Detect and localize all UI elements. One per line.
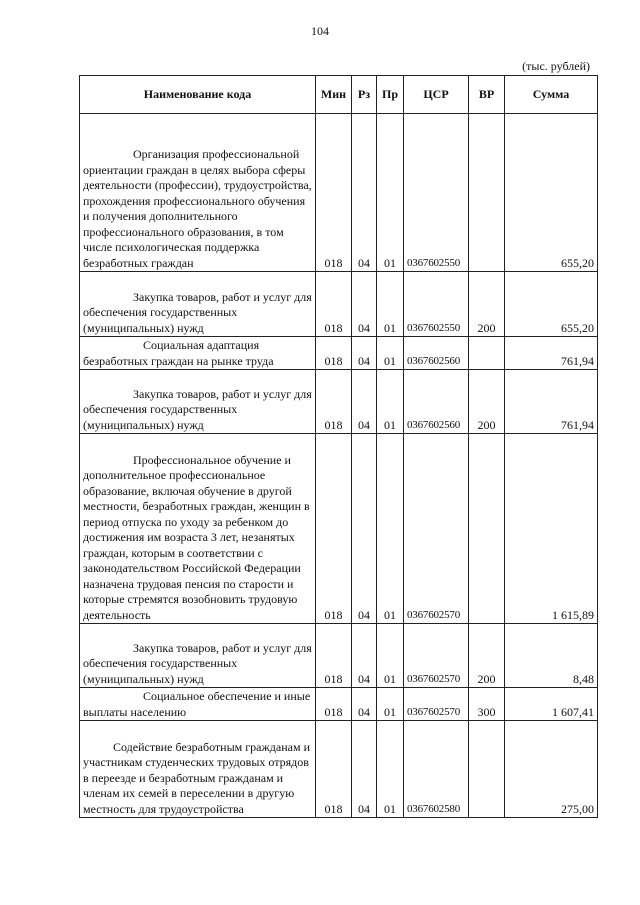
row-sum: 761,94 <box>505 370 598 434</box>
header-vr: ВР <box>469 76 505 114</box>
row-csr: 0367602570 <box>404 434 469 624</box>
table-row <box>80 624 598 688</box>
row-csr: 0367602550 <box>404 114 469 272</box>
row-sum: 1 615,89 <box>505 434 598 624</box>
row-rz: 04 <box>352 370 377 434</box>
row-pr: 01 <box>377 370 404 434</box>
row-name: Социальное обеспечение и иные выплаты населению <box>83 689 311 719</box>
table-row <box>80 688 598 721</box>
row-vr: 300 <box>469 688 505 721</box>
row-pr: 01 <box>377 114 404 272</box>
row-rz: 04 <box>352 114 377 272</box>
row-csr: 0367602560 <box>404 337 469 370</box>
row-name: Закупка товаров, работ и услуг для обеспечения государственных (муниципальных) нужд <box>83 386 312 432</box>
row-name-cell <box>80 434 316 624</box>
row-name-cell <box>80 337 316 370</box>
row-rz: 04 <box>352 272 377 337</box>
row-name-cell <box>80 370 316 434</box>
row-vr: 200 <box>469 624 505 688</box>
row-pr: 01 <box>377 721 404 818</box>
row-sum: 761,94 <box>505 337 598 370</box>
row-rz: 04 <box>352 688 377 721</box>
row-pr: 01 <box>377 624 404 688</box>
row-pr: 01 <box>377 272 404 337</box>
row-csr: 0367602580 <box>404 721 469 818</box>
row-name: Закупка товаров, работ и услуг для обеспечения государственных (муниципальных) нужд <box>83 640 312 686</box>
row-min: 018 <box>316 272 352 337</box>
row-sum: 655,20 <box>505 272 598 337</box>
table-row <box>80 114 598 272</box>
row-rz: 04 <box>352 337 377 370</box>
budget-table <box>79 75 598 818</box>
table-header-row <box>80 76 598 114</box>
header-pr: Пр <box>377 76 404 114</box>
row-name-cell <box>80 688 316 721</box>
row-vr <box>469 337 505 370</box>
row-min: 018 <box>316 688 352 721</box>
units-label: (тыс. рублей) <box>522 59 590 73</box>
row-name-cell <box>80 624 316 688</box>
row-pr: 01 <box>377 337 404 370</box>
row-vr: 200 <box>469 272 505 337</box>
row-sum: 8,48 <box>505 624 598 688</box>
row-rz: 04 <box>352 721 377 818</box>
row-min: 018 <box>316 114 352 272</box>
page-number: 104 <box>311 24 329 38</box>
row-min: 018 <box>316 624 352 688</box>
row-min: 018 <box>316 337 352 370</box>
header-name: Наименование кода <box>80 76 316 114</box>
row-pr: 01 <box>377 688 404 721</box>
header-min: Мин <box>316 76 352 114</box>
row-csr: 0367602560 <box>404 370 469 434</box>
table-row <box>80 370 598 434</box>
row-min: 018 <box>316 721 352 818</box>
header-csr: ЦСР <box>404 76 469 114</box>
row-csr: 0367602550 <box>404 272 469 337</box>
row-min: 018 <box>316 434 352 624</box>
row-name-cell <box>80 114 316 272</box>
row-name-cell <box>80 272 316 337</box>
table-row <box>80 721 598 818</box>
row-rz: 04 <box>352 434 377 624</box>
row-csr: 0367602570 <box>404 624 469 688</box>
row-name: Содействие безработным гражданам и участникам студенческих трудовых отрядов в переезде и безработным гражданам и членам их семей в переселении в другую местность для трудоустройства <box>83 739 310 816</box>
row-vr <box>469 434 505 624</box>
row-pr: 01 <box>377 434 404 624</box>
header-sum: Сумма <box>505 76 598 114</box>
header-rz: Рз <box>352 76 377 114</box>
row-rz: 04 <box>352 624 377 688</box>
row-sum: 275,00 <box>505 721 598 818</box>
row-csr: 0367602570 <box>404 688 469 721</box>
row-vr <box>469 721 505 818</box>
row-min: 018 <box>316 370 352 434</box>
row-vr <box>469 114 505 272</box>
row-name-cell <box>80 721 316 818</box>
table-row <box>80 434 598 624</box>
row-sum: 1 607,41 <box>505 688 598 721</box>
row-sum: 655,20 <box>505 114 598 272</box>
row-name: Социальная адаптация безработных граждан на рынке труда <box>83 338 274 368</box>
row-name: Организация профессиональной ориентации граждан в целях выбора сферы деятельности (профессии), трудоустройства, прохождения профессионального обучения и получения дополнительного профессионального образования, в том числе психологическая поддержка безработных граждан <box>83 147 312 270</box>
row-name: Закупка товаров, работ и услуг для обеспечения государственных (муниципальных) нужд <box>83 289 312 335</box>
table-row <box>80 337 598 370</box>
table-row <box>80 272 598 337</box>
row-name: Профессиональное обучение и дополнительное профессиональное образование, включая обучение в другой местности, безработных граждан, женщин в период отпуска по уходу за ребенком до достижения им возраста 3 лет, незанятых граждан, которым в соответствии с законодательством Российской Федерации назначена трудовая пенсия по старости и которые стремятся возобновить трудовую деятельность <box>83 452 310 622</box>
row-vr: 200 <box>469 370 505 434</box>
